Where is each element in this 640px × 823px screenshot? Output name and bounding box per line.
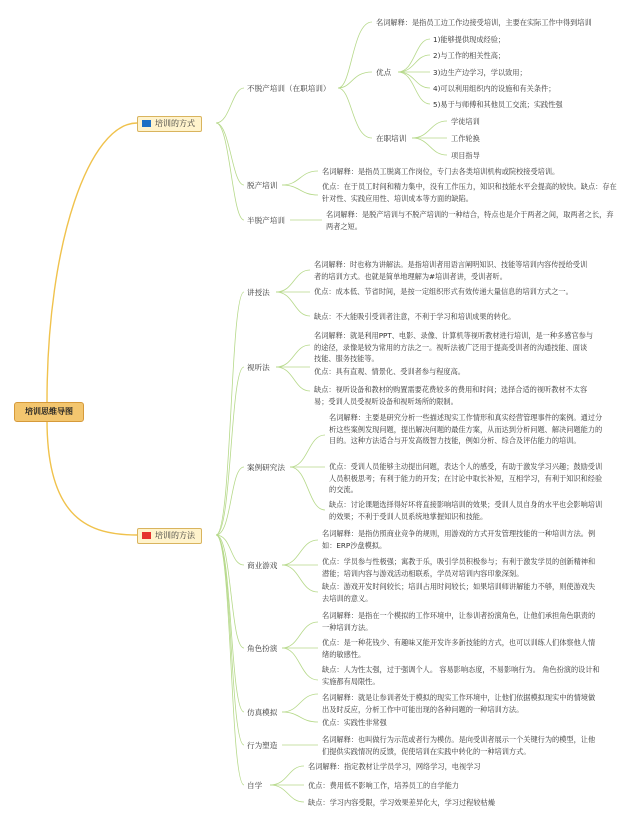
form-item: 项目指导 [451,151,480,160]
method-note: 缺点：视听设备和教材的购置需要花费较多的费用和时间；选择合适的视听教材不太容易；受训人员受视听设备和视听场所的限制。 [314,385,588,406]
method-note: 缺点：学习内容受限，学习效果差异化大，学习过程较枯燥 [308,798,495,807]
root-node[interactable]: 培训思维导图 [14,402,84,422]
node-on-job[interactable]: 不脱产培训（在职培训） [247,84,331,93]
method-simulation[interactable]: 仿真模拟 [247,708,278,717]
method-note: 名词解释：也叫做行为示范或者行为模仿。是向受训者展示一个关键行为的模型，让他们提供实践情况的反馈，促使培训在实践中转化的一种培训方式。 [322,735,596,756]
method-note: 优点：具有直观、情景化、受训者参与程度高。 [314,367,465,376]
red-flag-icon [142,532,151,539]
branch-training-ways[interactable] [137,116,202,132]
method-note: 名词解释：主要是研究分析一些描述现实工作情形和真实经营管理事件的案例。通过分析这些案例发现问题，提出解决问题的最佳方案，从而达到分析问题、解决问题能力的目的。这种方法适合与开发高级智力技能，例如分析、综合及评估能力的培训。 [329,413,603,445]
branch-label: 培训的方式 [155,119,195,128]
branch-training-methods[interactable] [137,528,202,544]
method-note: 优点：学员参与性极强；寓教于乐，吸引学员积极参与；有利于激发学员的创新精神和潜能；培训内容与游戏活动相联系，学员对培训内容印象深刻。 [322,557,596,578]
method-note: 缺点：讨论课题选择得好坏将直接影响培训的效果；受训人员自身的水平也会影响培训的效果；不利于受训人员系统地掌握知识和技能。 [329,500,603,521]
method-note: 缺点：人为性太强，过于强调个人。 容易影响态度，不易影响行为。 角色扮演的设计和实施都有局限性。 [322,665,600,686]
connector-root-methods [47,420,137,535]
node-in-job-training[interactable]: 在职培训 [376,134,407,143]
advantage-item: 1)能够提供现成经验； [433,35,506,44]
method-note: 缺点：不大能吸引受训者注意，不利于学习和培训成果的转化。 [314,312,516,321]
method-note: 名词解释：指定教材让学员学习，网络学习，电视学习 [308,762,481,771]
semi-off-job-definition: 名词解释：是脱产培训与不脱产培训的一种结合，特点也是介于两者之间，取两者之长，弃两者之短。 [326,210,614,231]
method-case-study[interactable]: 案例研究法 [247,463,285,472]
connector-root-ways [47,123,137,402]
node-semi-off-job[interactable]: 半脱产培训 [247,216,285,225]
advantage-item: 2)与工作的相关性高； [433,51,506,60]
advantage-item: 4)可以利用组织内的设施和有关条件； [433,84,556,93]
method-business-game[interactable]: 商业游戏 [247,561,278,570]
method-note: 名词解释：是指仿照商业竞争的规则，用游戏的方式开发管理技能的一种培训方法。例如：ERP沙盘模拟。 [322,529,596,550]
method-behavior-modeling[interactable]: 行为塑造 [247,741,278,750]
method-note: 优点：是一种花钱少、有趣味又能开发许多新技能的方式，也可以训练人们体察他人情绪的敏感性。 [322,638,596,659]
node-off-job[interactable]: 脱产培训 [247,181,278,190]
blue-flag-icon [142,120,151,127]
node-on-job-definition: 名词解释：是指员工边工作边接受培训，主要在实际工作中得到培训 [376,18,592,27]
branch-label: 培训的方法 [155,531,195,540]
method-note: 名词解释：就是让参训者处于模拟的现实工作环境中，让他们依据模拟现实中的情境做出及时反应，分析工作中可能出现的各种问题的一种培训方法。 [322,693,596,714]
method-note: 名词解释：时也称为讲解法。是指培训者用语言阐明知识、技能等培训内容传授给受训者的培训方式。也就是简单地理解为#培训者讲，受训者听。 [314,260,588,281]
method-self-study[interactable]: 自学 [247,781,263,790]
method-role-play[interactable]: 角色扮演 [247,644,278,653]
form-item: 工作轮换 [451,134,480,143]
method-note: 优点：实践性非常强 [322,718,387,727]
method-note: 优点：受训人员能够主动提出问题，表达个人的感受，有助于激发学习兴趣；鼓励受训人员积极思考；有利于能力的开发；在讨论中取长补短，互相学习，有利于知识和经验的交流。 [329,462,603,494]
method-note: 名词解释：是指在一个模拟的工作环境中，让参训者扮演角色，让他们承担角色职责的一种培训方法。 [322,611,596,632]
advantage-item: 5)易于与师傅和其他员工交流；实践性强 [433,100,563,109]
form-item: 学徒培训 [451,117,480,126]
advantage-item: 3)边生产边学习，学以致用； [433,68,527,77]
off-job-definition: 名词解释：是指员工脱离工作岗位，专门去各类培训机构或院校接受培训。 [322,167,560,176]
method-lecture[interactable]: 讲授法 [247,288,270,297]
node-on-job-advantages[interactable]: 优点 [376,68,392,77]
method-note: 名词解释：就是利用PPT、电影、录像、计算机等视听教材进行培训，是一种多感官参与的途径，录像是较为常用的方法之一。视听法被广泛用于提高受训者的沟通技能、面谈技能、服务技能等。 [314,331,594,363]
method-note: 优点：费用低不影响工作，培养员工的自学能力 [308,781,459,790]
method-note: 缺点：游戏开发时间较长；培训占用时间较长；如果培训师讲解能力不够，则使游戏失去培训的意义。 [322,582,596,603]
method-note: 优点：成本低、节省时间，是按一定组织形式有效传递大量信息的培训方式之一。 [314,287,573,296]
off-job-advantages: 优点：在于员工时间和精力集中，没有工作压力，知识和技能水平会提高的较快。缺点：存在针对性、实践应用性、培训成本等方面的缺陷。 [322,182,617,203]
method-audiovisual[interactable]: 视听法 [247,363,270,372]
